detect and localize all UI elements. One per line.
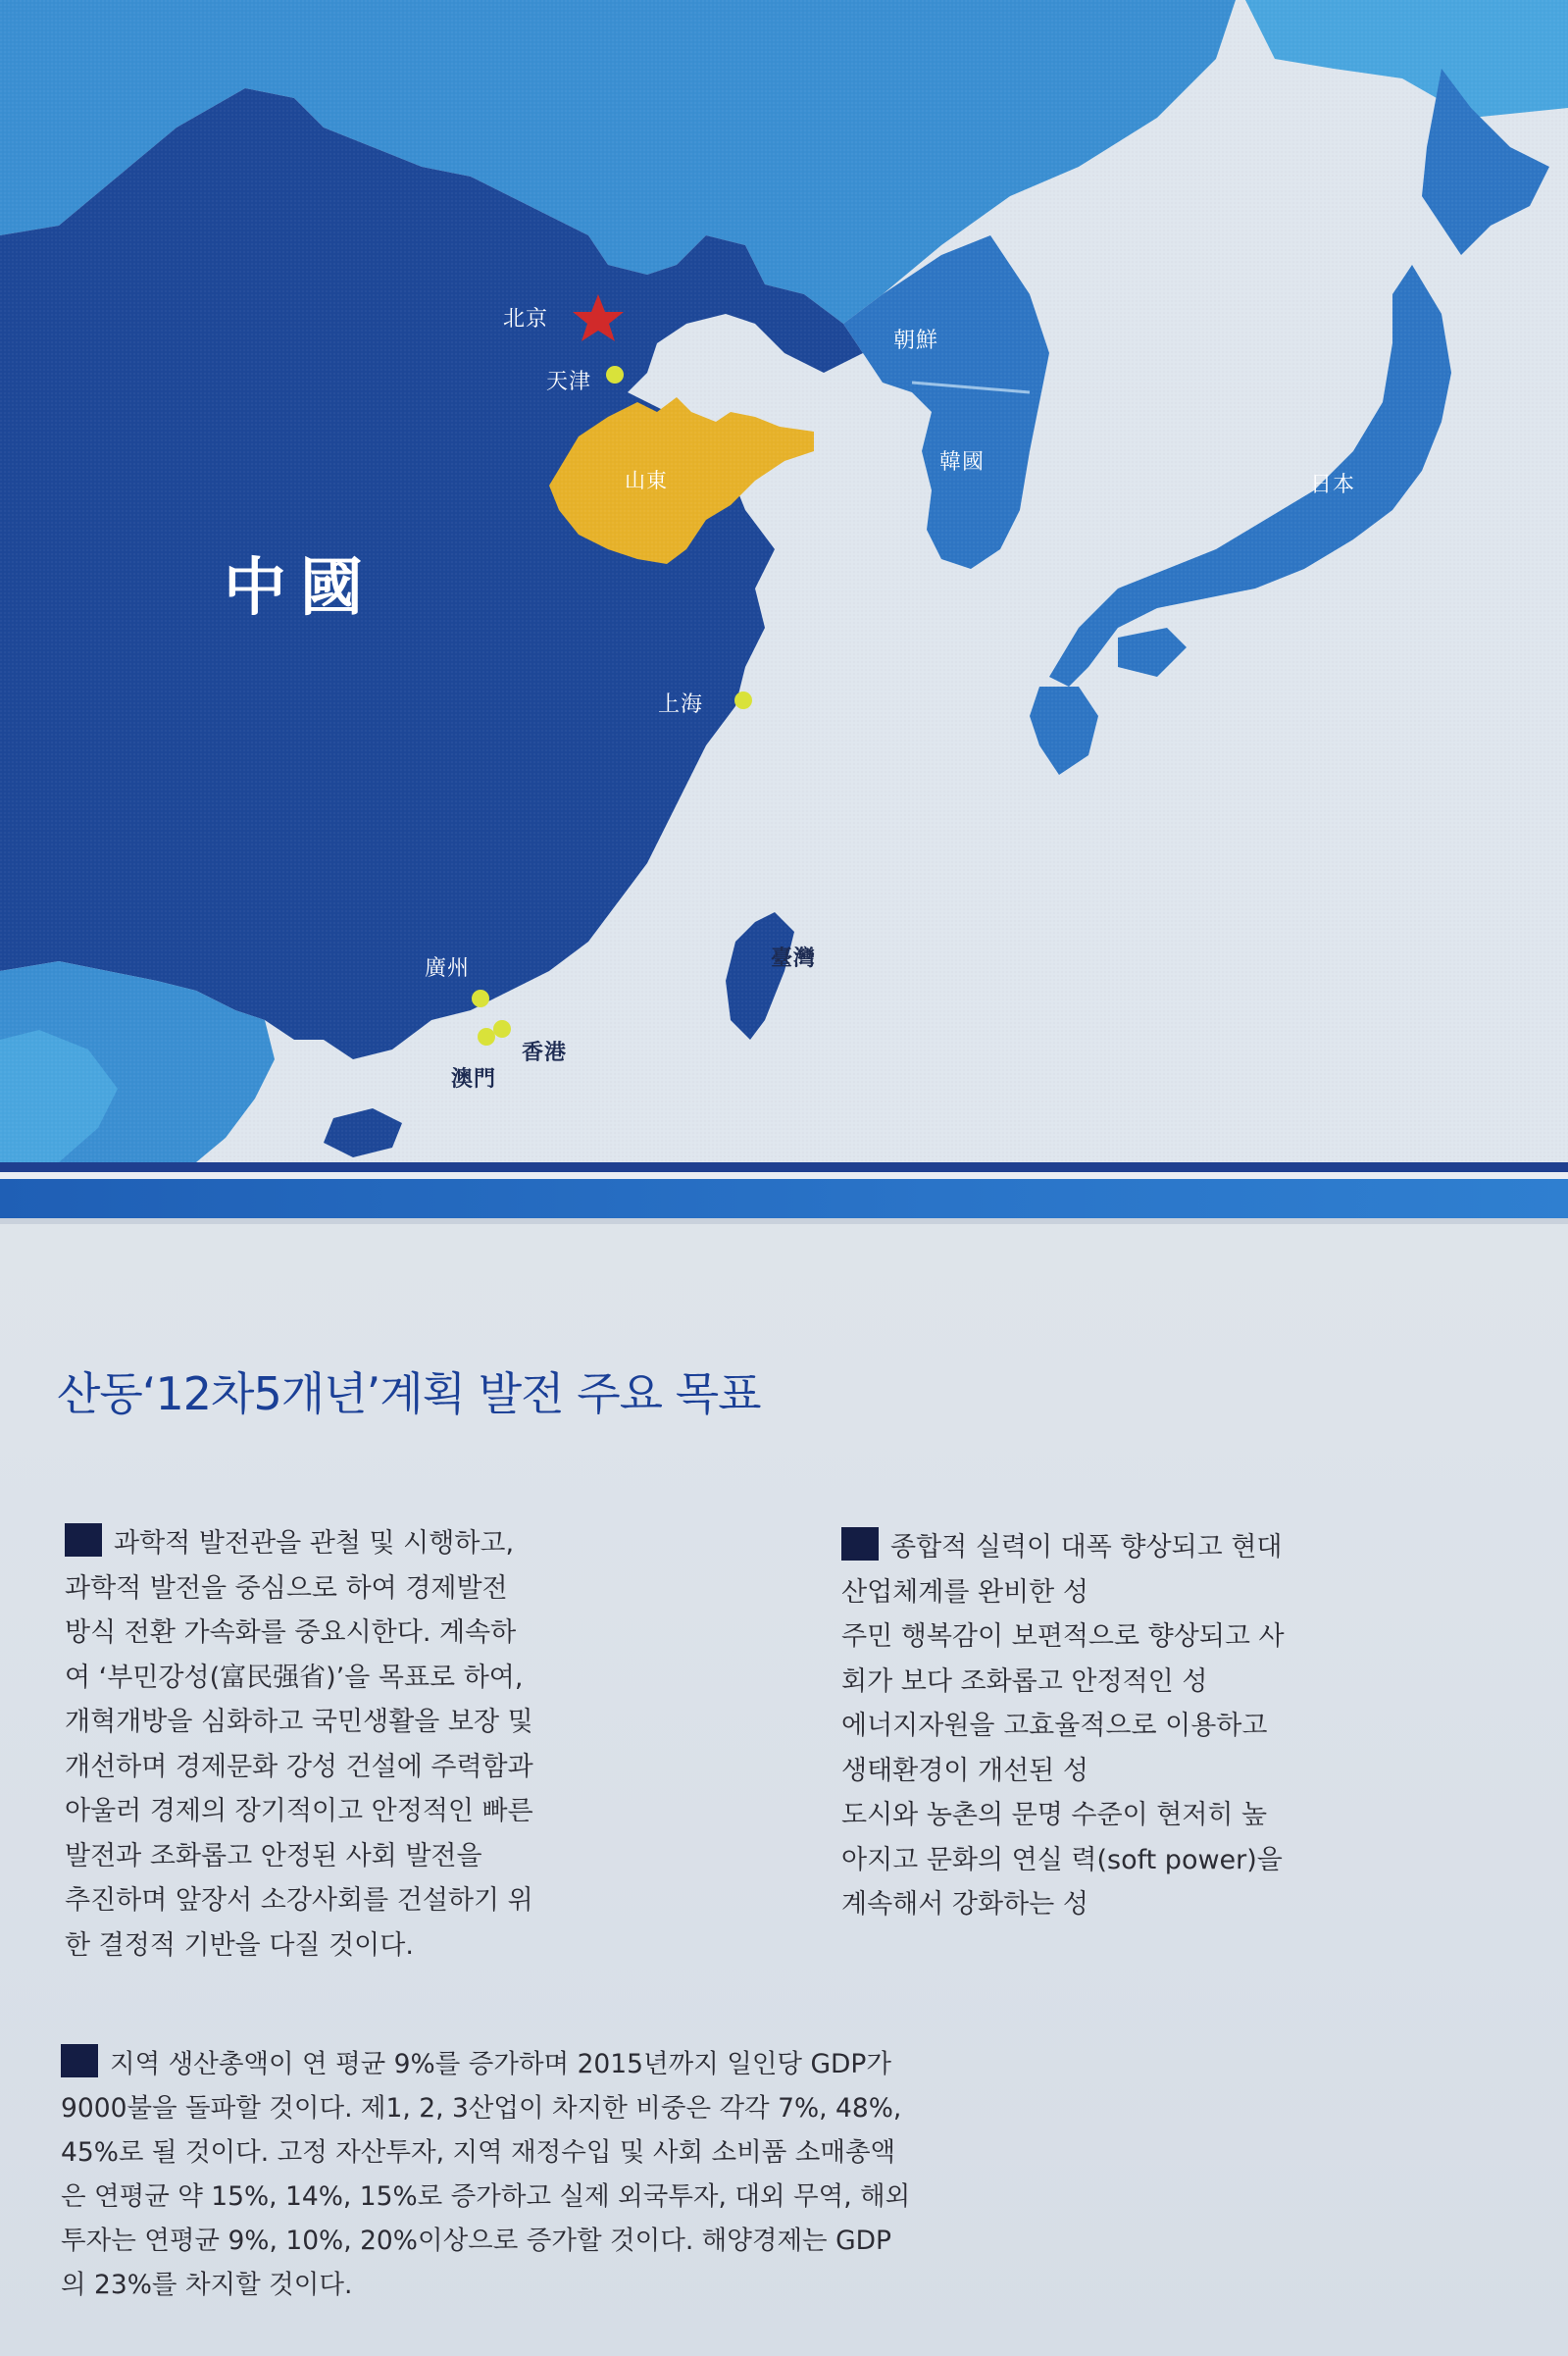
right-line: 아지고 문화의 연실 력(soft power)을 bbox=[841, 1844, 1283, 1875]
left-line: 여 ‘부민강성(富民强省)’을 목표로 하여, bbox=[65, 1662, 524, 1693]
bullet-square-icon bbox=[841, 1527, 879, 1561]
label-shandong: 山東 bbox=[625, 469, 668, 492]
map bbox=[0, 0, 1568, 1162]
label-joseon: 朝鮮 bbox=[893, 329, 939, 353]
right-line: 계속해서 강화하는 성 bbox=[841, 1889, 1088, 1920]
bottom-line-text: 지역 생산총액이 연 평균 9%를 증가하며 2015년까지 일인당 GDP가 bbox=[110, 2049, 891, 2079]
bullet-square-icon bbox=[65, 1523, 102, 1557]
right-line: 주민 행복감이 보편적으로 향상되고 사 bbox=[841, 1621, 1285, 1652]
label-taiwan: 臺灣 bbox=[771, 947, 817, 971]
macau-dot-icon bbox=[478, 1028, 495, 1046]
guangzhou-dot-icon bbox=[472, 990, 489, 1007]
label-guangzhou: 廣州 bbox=[425, 956, 471, 981]
hongkong-dot-icon bbox=[493, 1020, 511, 1038]
tianjin-dot-icon bbox=[606, 366, 624, 384]
left-line: 발전과 조화롭고 안정된 사회 발전을 bbox=[65, 1840, 482, 1871]
label-beijing: 北京 bbox=[503, 307, 549, 332]
divider-band bbox=[0, 1179, 1568, 1218]
shanghai-dot-icon bbox=[734, 691, 752, 709]
divider-thin bbox=[0, 1162, 1568, 1172]
bottom-line: 은 연평균 약 15%, 14%, 15%로 증가하고 실제 외국투자, 대외 무역, 해외 bbox=[61, 2181, 911, 2212]
right-line-text: 종합적 실력이 대폭 향상되고 현대 bbox=[890, 1532, 1283, 1562]
bottom-line: 9000불을 돌파할 것이다. 제1, 2, 3산업이 차지한 비중은 각각 7%, 48%, bbox=[61, 2093, 902, 2124]
right-line: 회가 보다 조화롭고 안정적인 성 bbox=[841, 1665, 1208, 1697]
bottom-line: 45%로 될 것이다. 고정 자산투자, 지역 재정수입 및 사회 소비품 소매총액 bbox=[61, 2137, 896, 2168]
right-paragraph bbox=[841, 1525, 1285, 1927]
bullet-square-icon bbox=[61, 2044, 98, 2077]
label-macau: 澳門 bbox=[451, 1067, 497, 1092]
bottom-paragraph bbox=[61, 2042, 910, 2307]
right-line: 생태환경이 개선된 성 bbox=[841, 1755, 1088, 1786]
left-line: 방식 전환 가속화를 중요시한다. 계속하 bbox=[65, 1617, 517, 1648]
left-line: 개혁개방을 심화하고 국민생활을 보장 및 bbox=[65, 1707, 533, 1737]
right-line bbox=[841, 1525, 1285, 1570]
bottom-line: 의 23%를 차지할 것이다. bbox=[61, 2270, 353, 2300]
divider-shadow bbox=[0, 1218, 1568, 1224]
left-line: 한 결정적 기반을 다질 것이다. bbox=[65, 1929, 414, 1961]
left-line-text: 과학적 발전관을 관철 및 시행하고, bbox=[114, 1528, 515, 1559]
left-line bbox=[65, 1521, 533, 1566]
left-paragraph bbox=[65, 1521, 533, 1968]
label-shanghai: 上海 bbox=[658, 692, 704, 717]
label-japan: 日本 bbox=[1310, 473, 1356, 497]
divider-gap bbox=[0, 1172, 1568, 1179]
label-hanguk: 韓國 bbox=[939, 450, 986, 475]
bottom-line bbox=[61, 2042, 910, 2086]
page-title: 산동‘12차5개년’계획 발전 주요 목표 bbox=[57, 1367, 761, 1420]
right-line: 에너지자원을 고효율적으로 이용하고 bbox=[841, 1711, 1268, 1741]
label-china: 中國 bbox=[224, 552, 377, 625]
left-line: 과학적 발전을 중심으로 하여 경제발전 bbox=[65, 1572, 508, 1604]
label-tianjin: 天津 bbox=[546, 370, 592, 394]
left-line: 아울러 경제의 장기적이고 안정적인 빠른 bbox=[65, 1796, 533, 1826]
label-hongkong: 香港 bbox=[522, 1041, 568, 1065]
bottom-line: 투자는 연평균 9%, 10%, 20%이상으로 증가할 것이다. 해양경제는 GDP bbox=[61, 2226, 891, 2256]
right-line: 산업체계를 완비한 성 bbox=[841, 1576, 1088, 1608]
right-line: 도시와 농촌의 문명 수준이 현저히 높 bbox=[841, 1800, 1268, 1830]
left-line: 개선하며 경제문화 강성 건설에 주력함과 bbox=[65, 1751, 533, 1782]
left-line: 추진하며 앞장서 소강사회를 건설하기 위 bbox=[65, 1885, 533, 1916]
